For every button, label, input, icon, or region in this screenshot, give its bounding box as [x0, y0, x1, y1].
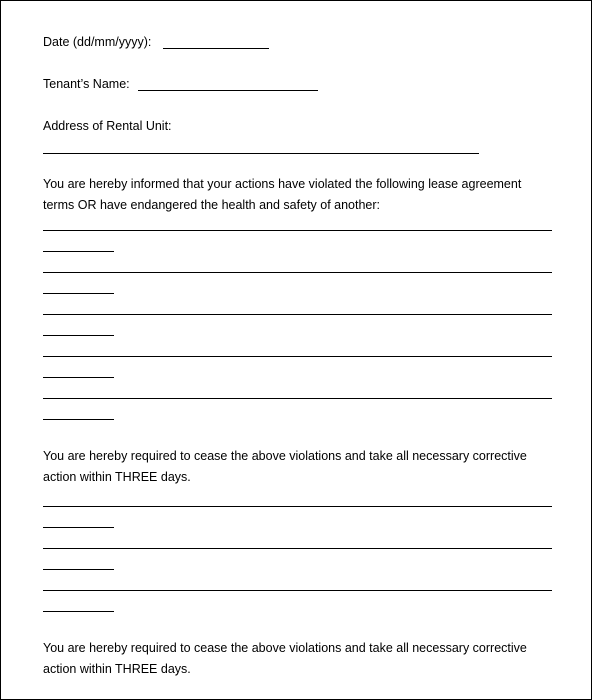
- corrective-action-line[interactable]: [43, 590, 552, 591]
- violation-line[interactable]: [43, 272, 552, 273]
- corrective-action-line-short[interactable]: [43, 569, 114, 570]
- address-label: Address of Rental Unit:: [43, 119, 172, 133]
- violation-text-line-2: terms OR have endangered the health and safety of another:: [43, 198, 381, 212]
- date-label: Date (dd/mm/yyyy):: [43, 35, 152, 49]
- corrective-action-line-short[interactable]: [43, 527, 114, 528]
- violation-line[interactable]: [43, 398, 552, 399]
- corrective-action-line[interactable]: [43, 548, 552, 549]
- violation-line[interactable]: [43, 314, 552, 315]
- violation-line-short[interactable]: [43, 251, 114, 252]
- violation-line[interactable]: [43, 230, 552, 231]
- violation-line-short[interactable]: [43, 419, 114, 420]
- address-field-line[interactable]: [43, 153, 479, 154]
- corrective-action-line[interactable]: [43, 506, 552, 507]
- tenant-name-field-line[interactable]: [138, 90, 318, 91]
- corrective-action-line-short[interactable]: [43, 611, 114, 612]
- cease-text-1-line-1: You are hereby required to cease the above violations and take all necessary corrective: [43, 449, 527, 463]
- cease-text-1-line-2: action within THREE days.: [43, 470, 191, 484]
- violation-line[interactable]: [43, 356, 552, 357]
- violation-line-short[interactable]: [43, 335, 114, 336]
- violation-line-short[interactable]: [43, 377, 114, 378]
- violation-line-short[interactable]: [43, 293, 114, 294]
- cease-text-2-line-1: You are hereby required to cease the above violations and take all necessary corrective: [43, 641, 527, 655]
- date-field-line[interactable]: [163, 48, 269, 49]
- violation-text-line-1: You are hereby informed that your actions have violated the following lease agreement: [43, 177, 522, 191]
- tenant-name-label: Tenant’s Name:: [43, 77, 130, 91]
- cease-text-2-line-2: action within THREE days.: [43, 662, 191, 676]
